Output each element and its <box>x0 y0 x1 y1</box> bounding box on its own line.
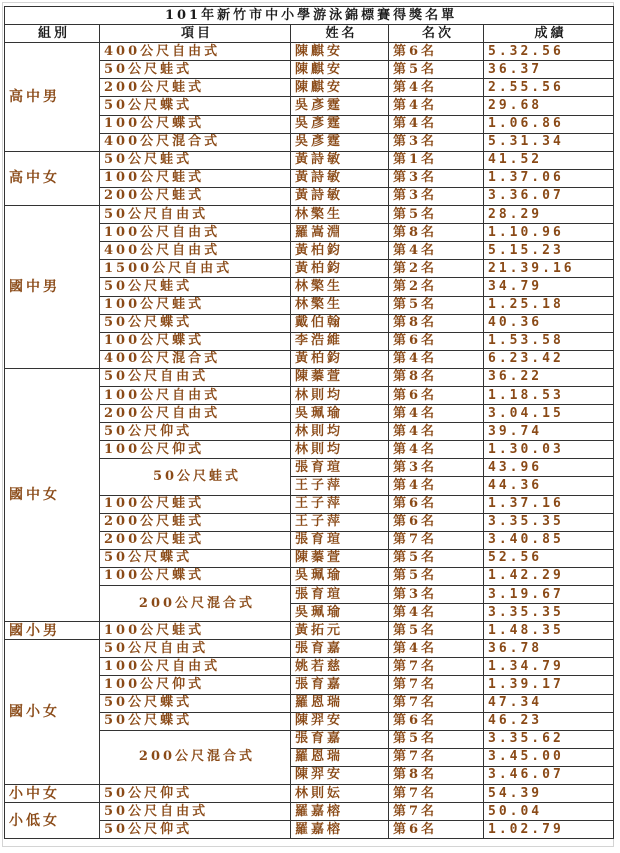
rank-cell: 第5名 <box>389 296 484 314</box>
table-row <box>5 785 614 803</box>
event-cell: 50公尺仰式 <box>100 423 291 441</box>
name-cell: 吳珮瑜 <box>291 405 389 423</box>
score-cell: 29.68 <box>484 97 614 115</box>
event-cell: 100公尺蛙式 <box>100 495 291 513</box>
name-cell: 羅嘉榕 <box>291 821 389 839</box>
score-cell: 5.32.56 <box>484 43 614 61</box>
rank-cell: 第6名 <box>389 43 484 61</box>
event-cell: 50公尺蛙式 <box>100 459 291 495</box>
name-cell: 張育瑄 <box>291 459 389 477</box>
rank-cell: 第7名 <box>389 694 484 712</box>
name-cell: 黃拓元 <box>291 622 389 640</box>
name-cell: 陳麒安 <box>291 43 389 61</box>
score-cell: 54.39 <box>484 785 614 803</box>
event-cell: 200公尺蛙式 <box>100 513 291 531</box>
event-cell: 100公尺自由式 <box>100 658 291 676</box>
event-cell: 50公尺蝶式 <box>100 712 291 730</box>
rank-cell: 第8名 <box>389 766 484 784</box>
rank-cell: 第3名 <box>389 459 484 477</box>
rank-cell: 第7名 <box>389 676 484 694</box>
name-cell: 吳彥霆 <box>291 133 389 151</box>
score-cell: 6.23.42 <box>484 350 614 368</box>
name-cell: 羅恩瑞 <box>291 694 389 712</box>
name-cell: 林則均 <box>291 386 389 404</box>
event-cell: 400公尺自由式 <box>100 242 291 260</box>
group-cell: 國小男 <box>5 622 100 640</box>
rank-cell: 第8名 <box>389 368 484 386</box>
name-cell: 黃柏鈞 <box>291 350 389 368</box>
event-cell: 400公尺自由式 <box>100 43 291 61</box>
header-row <box>5 25 614 43</box>
event-cell: 100公尺蝶式 <box>100 115 291 133</box>
rank-cell: 第5名 <box>389 206 484 224</box>
name-cell: 林則均 <box>291 423 389 441</box>
name-cell: 林則妘 <box>291 785 389 803</box>
table-title: 101年新竹市中小學游泳錦標賽得獎名單 <box>5 7 614 25</box>
event-cell: 100公尺自由式 <box>100 386 291 404</box>
name-cell: 陳麒安 <box>291 61 389 79</box>
event-cell: 50公尺蛙式 <box>100 278 291 296</box>
group-cell: 國中男 <box>5 206 100 369</box>
name-cell: 黃柏鈞 <box>291 260 389 278</box>
score-cell: 3.35.35 <box>484 513 614 531</box>
rank-cell: 第6名 <box>389 712 484 730</box>
rank-cell: 第7名 <box>389 531 484 549</box>
rank-cell: 第6名 <box>389 513 484 531</box>
name-cell: 羅恩瑞 <box>291 748 389 766</box>
table-row <box>5 151 614 169</box>
score-cell: 1.37.16 <box>484 495 614 513</box>
table-row <box>5 622 614 640</box>
name-cell: 吳彥霆 <box>291 97 389 115</box>
score-cell: 28.29 <box>484 206 614 224</box>
score-cell: 1.10.96 <box>484 224 614 242</box>
name-cell: 王子萍 <box>291 513 389 531</box>
rank-cell: 第1名 <box>389 151 484 169</box>
rank-cell: 第4名 <box>389 97 484 115</box>
rank-cell: 第5名 <box>389 549 484 567</box>
name-cell: 王子萍 <box>291 477 389 495</box>
event-cell: 100公尺自由式 <box>100 224 291 242</box>
rank-cell: 第4名 <box>389 441 484 459</box>
score-cell: 47.34 <box>484 694 614 712</box>
event-cell: 100公尺仰式 <box>100 676 291 694</box>
score-cell: 1.48.35 <box>484 622 614 640</box>
name-cell: 張育瑄 <box>291 531 389 549</box>
rank-cell: 第3名 <box>389 586 484 604</box>
score-cell: 21.39.16 <box>484 260 614 278</box>
name-cell: 林則均 <box>291 441 389 459</box>
name-cell: 吳珮瑜 <box>291 604 389 622</box>
header-group: 組別 <box>5 25 100 43</box>
name-cell: 羅嵩淵 <box>291 224 389 242</box>
name-cell: 林檠生 <box>291 296 389 314</box>
name-cell: 陳蓁萱 <box>291 368 389 386</box>
score-cell: 36.22 <box>484 368 614 386</box>
name-cell: 陳蓁萱 <box>291 549 389 567</box>
event-cell: 100公尺蛙式 <box>100 622 291 640</box>
name-cell: 黃詩敏 <box>291 151 389 169</box>
score-cell: 1.25.18 <box>484 296 614 314</box>
rank-cell: 第3名 <box>389 187 484 205</box>
name-cell: 李浩維 <box>291 332 389 350</box>
event-cell: 50公尺自由式 <box>100 803 291 821</box>
rank-cell: 第5名 <box>389 567 484 585</box>
event-cell: 100公尺蛙式 <box>100 169 291 187</box>
event-cell: 100公尺仰式 <box>100 441 291 459</box>
name-cell: 張育嘉 <box>291 730 389 748</box>
rank-cell: 第4名 <box>389 79 484 97</box>
score-cell: 39.74 <box>484 423 614 441</box>
name-cell: 陳麒安 <box>291 79 389 97</box>
name-cell: 張育嘉 <box>291 640 389 658</box>
rank-cell: 第3名 <box>389 169 484 187</box>
score-cell: 1.37.06 <box>484 169 614 187</box>
event-cell: 50公尺自由式 <box>100 640 291 658</box>
rank-cell: 第7名 <box>389 658 484 676</box>
event-cell: 200公尺蛙式 <box>100 79 291 97</box>
event-cell: 50公尺蝶式 <box>100 549 291 567</box>
rank-cell: 第4名 <box>389 115 484 133</box>
event-cell: 50公尺蝶式 <box>100 694 291 712</box>
score-cell: 36.37 <box>484 61 614 79</box>
header-name: 姓名 <box>291 25 389 43</box>
rank-cell: 第4名 <box>389 423 484 441</box>
score-cell: 3.45.00 <box>484 748 614 766</box>
score-cell: 34.79 <box>484 278 614 296</box>
header-score: 成績 <box>484 25 614 43</box>
score-cell: 50.04 <box>484 803 614 821</box>
event-cell: 50公尺蛙式 <box>100 151 291 169</box>
group-cell: 小低女 <box>5 803 100 839</box>
score-cell: 40.36 <box>484 314 614 332</box>
score-cell: 44.36 <box>484 477 614 495</box>
rank-cell: 第7名 <box>389 748 484 766</box>
header-event: 項目 <box>100 25 291 43</box>
score-cell: 3.35.62 <box>484 730 614 748</box>
score-cell: 3.19.67 <box>484 586 614 604</box>
name-cell: 陳羿安 <box>291 712 389 730</box>
header-rank: 名次 <box>389 25 484 43</box>
event-cell: 1500公尺自由式 <box>100 260 291 278</box>
rank-cell: 第7名 <box>389 785 484 803</box>
table-row <box>5 206 614 224</box>
group-cell: 國中女 <box>5 368 100 621</box>
score-cell: 3.36.07 <box>484 187 614 205</box>
results-body <box>5 43 614 839</box>
rank-cell: 第6名 <box>389 332 484 350</box>
event-cell: 200公尺蛙式 <box>100 531 291 549</box>
score-cell: 1.02.79 <box>484 821 614 839</box>
rank-cell: 第4名 <box>389 477 484 495</box>
event-cell: 50公尺自由式 <box>100 368 291 386</box>
event-cell: 100公尺蛙式 <box>100 296 291 314</box>
event-cell: 200公尺蛙式 <box>100 187 291 205</box>
rank-cell: 第6名 <box>389 495 484 513</box>
name-cell: 吳彥霆 <box>291 115 389 133</box>
event-cell: 400公尺混合式 <box>100 133 291 151</box>
score-cell: 41.52 <box>484 151 614 169</box>
group-cell: 高中女 <box>5 151 100 205</box>
score-cell: 46.23 <box>484 712 614 730</box>
name-cell: 姚若慈 <box>291 658 389 676</box>
rank-cell: 第4名 <box>389 640 484 658</box>
name-cell: 黃詩敏 <box>291 187 389 205</box>
rank-cell: 第5名 <box>389 622 484 640</box>
event-cell: 400公尺混合式 <box>100 350 291 368</box>
score-cell: 3.40.85 <box>484 531 614 549</box>
name-cell: 林檠生 <box>291 278 389 296</box>
event-cell: 50公尺仰式 <box>100 785 291 803</box>
score-cell: 1.42.29 <box>484 567 614 585</box>
rank-cell: 第4名 <box>389 242 484 260</box>
name-cell: 林檠生 <box>291 206 389 224</box>
event-cell: 50公尺蝶式 <box>100 97 291 115</box>
group-cell: 國小女 <box>5 640 100 785</box>
event-cell: 200公尺混合式 <box>100 730 291 784</box>
rank-cell: 第3名 <box>389 133 484 151</box>
score-cell: 5.15.23 <box>484 242 614 260</box>
score-cell: 1.39.17 <box>484 676 614 694</box>
rank-cell: 第7名 <box>389 803 484 821</box>
name-cell: 黃柏鈞 <box>291 242 389 260</box>
table-row <box>5 368 614 386</box>
results-table <box>4 6 614 839</box>
score-cell: 1.30.03 <box>484 441 614 459</box>
table-row <box>5 43 614 61</box>
event-cell: 100公尺蝶式 <box>100 332 291 350</box>
name-cell: 戴伯翰 <box>291 314 389 332</box>
event-cell: 200公尺混合式 <box>100 586 291 622</box>
event-cell: 100公尺蝶式 <box>100 567 291 585</box>
score-cell: 36.78 <box>484 640 614 658</box>
table-row <box>5 640 614 658</box>
rank-cell: 第5名 <box>389 61 484 79</box>
title-row <box>5 7 614 25</box>
rank-cell: 第6名 <box>389 821 484 839</box>
group-cell: 小中女 <box>5 785 100 803</box>
score-cell: 3.04.15 <box>484 405 614 423</box>
event-cell: 50公尺自由式 <box>100 206 291 224</box>
score-cell: 43.96 <box>484 459 614 477</box>
event-cell: 50公尺蝶式 <box>100 314 291 332</box>
name-cell: 吳珮瑜 <box>291 567 389 585</box>
name-cell: 王子萍 <box>291 495 389 513</box>
rank-cell: 第4名 <box>389 405 484 423</box>
score-cell: 1.34.79 <box>484 658 614 676</box>
rank-cell: 第4名 <box>389 350 484 368</box>
score-cell: 1.06.86 <box>484 115 614 133</box>
score-cell: 1.18.53 <box>484 386 614 404</box>
event-cell: 50公尺仰式 <box>100 821 291 839</box>
score-cell: 5.31.34 <box>484 133 614 151</box>
name-cell: 羅嘉榕 <box>291 803 389 821</box>
rank-cell: 第5名 <box>389 730 484 748</box>
rank-cell: 第8名 <box>389 314 484 332</box>
score-cell: 2.55.56 <box>484 79 614 97</box>
name-cell: 張育嘉 <box>291 676 389 694</box>
rank-cell: 第2名 <box>389 260 484 278</box>
rank-cell: 第4名 <box>389 604 484 622</box>
score-cell: 3.35.35 <box>484 604 614 622</box>
rank-cell: 第6名 <box>389 386 484 404</box>
table-row <box>5 803 614 821</box>
rank-cell: 第2名 <box>389 278 484 296</box>
event-cell: 50公尺蛙式 <box>100 61 291 79</box>
score-cell: 3.46.07 <box>484 766 614 784</box>
score-cell: 1.53.58 <box>484 332 614 350</box>
name-cell: 黃詩敏 <box>291 169 389 187</box>
name-cell: 張育瑄 <box>291 586 389 604</box>
rank-cell: 第8名 <box>389 224 484 242</box>
event-cell: 200公尺自由式 <box>100 405 291 423</box>
score-cell: 52.56 <box>484 549 614 567</box>
group-cell: 高中男 <box>5 43 100 152</box>
name-cell: 陳羿安 <box>291 766 389 784</box>
